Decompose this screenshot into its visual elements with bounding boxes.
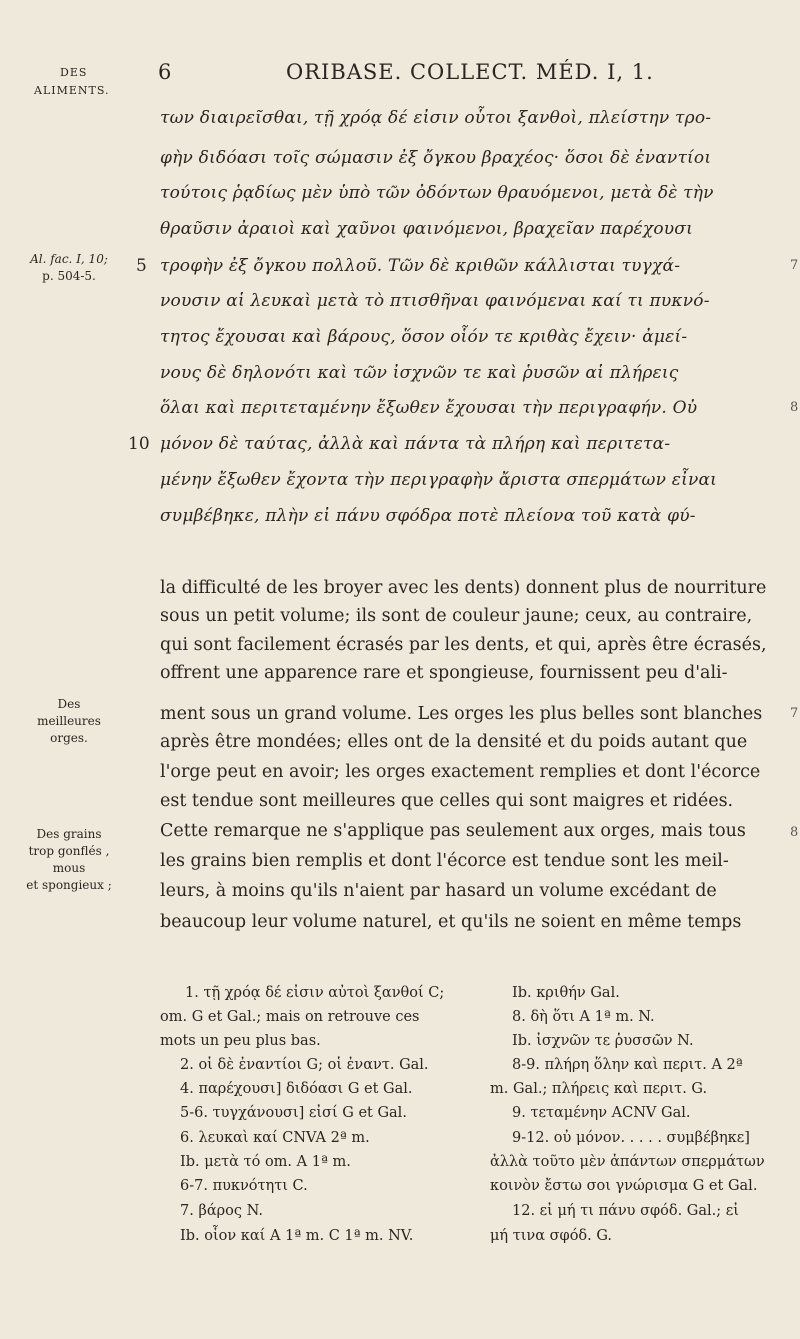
footnote-line: 7. βάρος N. (180, 1203, 263, 1219)
footnote-line: Ib. μετὰ τό om. A 1ª m. (180, 1154, 351, 1170)
greek-line: νους δὲ δηλονότι καὶ τῶν ἰσχνῶν τε καὶ ῥυσῶν αἱ πλήρεις (160, 363, 679, 383)
side-note-line: et spongieux ; (26, 878, 112, 892)
footnote-line: Ib. οἷον καί A 1ª m. C 1ª m. NV. (180, 1228, 414, 1244)
margin-title-line: DES (60, 66, 88, 79)
footnote-line: 2. οἱ δὲ ἐναντίοι G; οἱ ἐναντ. Gal. (180, 1057, 429, 1073)
side-note-line: mous (52, 861, 86, 875)
line-number: 5 (136, 256, 147, 276)
footnote-line: 9-12. οὐ μόνον. . . . . συμβέβηκε] (512, 1130, 750, 1146)
french-line: offrent une apparence rare et spongieuse, fournissent peu d'ali- (160, 663, 728, 683)
greek-line: ὅλαι καὶ περιτεταμένην ἔξωθεν ἔχουσαι τὴν περιγραφήν. Οὐ (160, 398, 698, 418)
footnote-line: κοινὸν ἔστω σοι γνώρισμα G et Gal. (490, 1178, 758, 1194)
greek-line: τροφὴν ἐξ ὄγκου πολλοῦ. Τῶν δὲ κριθῶν κάλλισται τυγχά- (160, 256, 681, 276)
margin-mark: 7 (790, 706, 799, 721)
french-line: beaucoup leur volume naturel, et qu'ils ne soient en même temps (160, 912, 742, 932)
line-number: 10 (128, 434, 150, 454)
french-line: les grains bien remplis et dont l'écorce est tendue sont les meil- (160, 851, 729, 871)
footnote-line: Ib. κριθήν Gal. (512, 985, 620, 1001)
margin-title (34, 64, 110, 100)
footnote-line: Ib. ἰσχνῶν τε ῥυσσῶν N. (512, 1033, 694, 1049)
french-line: après être mondées; elles ont de la densité et du poids autant que (160, 732, 748, 752)
side-note-line: Des grains (36, 827, 102, 841)
french-line: sous un petit volume; ils sont de couleur jaune; ceux, au contraire, (160, 606, 753, 626)
footnote-line: 6-7. πυκνότητι C. (180, 1178, 308, 1194)
margin-mark: 7 (790, 258, 799, 273)
greek-line: μόνον δὲ ταύτας, ἀλλὰ καὶ πάντα τὰ πλήρη καὶ περιτετα- (160, 434, 671, 454)
greek-line: θραῦσιν ἀραιοὶ καὶ χαῦνοι φαινόμενοι, βραχεῖαν παρέχουσι (160, 219, 693, 239)
side-note-grains (14, 826, 124, 894)
side-note-orges (14, 696, 124, 747)
margin-reference-line: Al. fac. I, 10; (30, 252, 108, 266)
greek-line: φὴν διδόασι τοῖς σώμασιν ἐξ ὄγκου βραχέος· ὅσοι δὲ ἐναντίοι (160, 148, 712, 168)
running-title: ORIBASE. COLLECT. MÉD. I, 1. (286, 60, 654, 84)
margin-mark: 8 (790, 400, 799, 415)
side-note-line: Des (57, 697, 81, 711)
footnote-line: om. G et Gal.; mais on retrouve ces (160, 1009, 420, 1025)
greek-line: συμβέβηκε, πλὴν εἰ πάνυ σφόδρα ποτὲ πλείονα τοῦ κατὰ φύ- (160, 506, 696, 526)
footnote-line: mots un peu plus bas. (160, 1033, 321, 1049)
french-line: ment sous un grand volume. Les orges les plus belles sont blanches (160, 704, 763, 724)
margin-reference (14, 251, 124, 285)
side-note-line: orges. (50, 731, 88, 745)
french-line: est tendue sont meilleures que celles qui sont maigres et ridées. (160, 791, 734, 811)
margin-mark: 8 (790, 825, 799, 840)
greek-line: των διαιρεῖσθαι, τῇ χρόᾳ δέ εἰσιν οὗτοι ξανθοὶ, πλείστην τρο- (160, 108, 712, 128)
footnote-line: ἀλλὰ τοῦτο μὲν ἁπάντων σπερμάτων (490, 1154, 765, 1170)
french-line: l'orge peut en avoir; les orges exactement remplies et dont l'écorce (160, 762, 761, 782)
french-line: la difficulté de les broyer avec les dents) donnent plus de nourriture (160, 578, 767, 598)
side-note-line: trop gonflés , (28, 844, 110, 858)
footnote-line: 12. εἰ μή τι πάνυ σφόδ. Gal.; εἰ (512, 1203, 739, 1219)
footnote-line: 8-9. πλήρη ὅλην καὶ περιτ. A 2ª (512, 1057, 743, 1073)
side-note-line: meilleures (37, 714, 101, 728)
greek-line: νουσιν αἱ λευκαὶ μετὰ τὸ πτισθῆναι φαινόμεναι καί τι πυκνό- (160, 291, 710, 311)
footnote-line: 6. λευκαὶ καί CNVA 2ª m. (180, 1130, 370, 1146)
footnote-line: 1. τῇ χρόᾳ δέ εἰσιν αὐτοὶ ξανθοί C; (185, 985, 445, 1001)
french-line: Cette remarque ne s'applique pas seulement aux orges, mais tous (160, 821, 746, 841)
french-line: qui sont facilement écrasés par les dents, et qui, après être écrasés, (160, 635, 767, 655)
footnote-line: m. Gal.; πλήρεις καὶ περιτ. G. (490, 1081, 708, 1097)
margin-reference-line: p. 504-5. (42, 269, 96, 283)
french-line: leurs, à moins qu'ils n'aient par hasard un volume excédant de (160, 881, 717, 901)
page-number: 6 (158, 60, 172, 84)
footnote-line: 8. δὴ ὅτι A 1ª m. N. (512, 1009, 655, 1025)
footnote-line: 9. τεταμένην ACNV Gal. (512, 1105, 691, 1121)
margin-title-line: ALIMENTS. (34, 84, 110, 97)
footnote-line: 4. παρέχουσι] διδόασι G et Gal. (180, 1081, 413, 1097)
greek-line: μένην ἔξωθεν ἔχοντα τὴν περιγραφὴν ἄριστα σπερμάτων εἶναι (160, 470, 718, 490)
greek-line: τούτοις ῥᾳδίως μὲν ὑπὸ τῶν ὀδόντων θραυόμενοι, μετὰ δὲ τὴν (160, 183, 714, 203)
footnote-line: μή τινα σφόδ. G. (490, 1228, 613, 1244)
greek-line: τητος ἔχουσαι καὶ βάρους, ὅσον οἷόν τε κριθὰς ἔχειν· ἀμεί- (160, 327, 688, 347)
footnote-line: 5-6. τυγχάνουσι] εἰσί G et Gal. (180, 1105, 407, 1121)
